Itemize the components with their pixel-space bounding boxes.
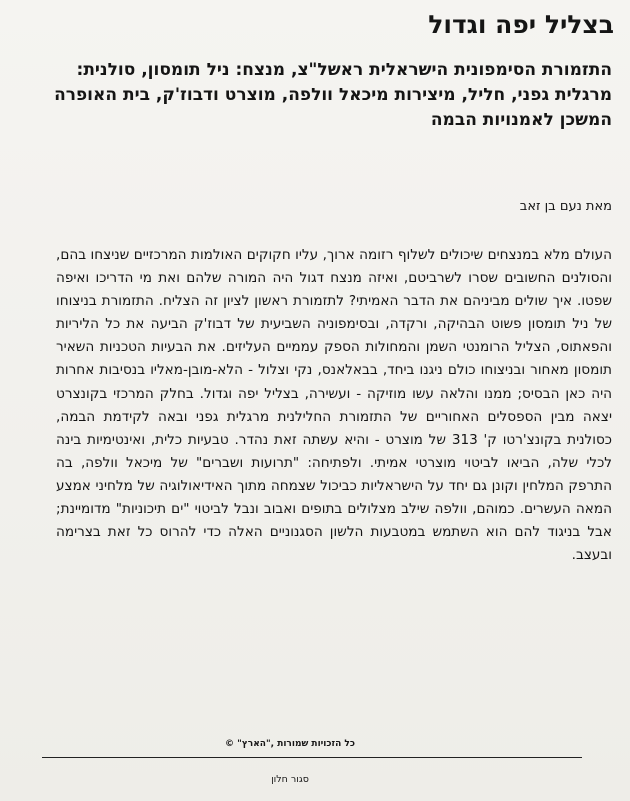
footer-divider [42,757,582,758]
copyright-notice: כל הזכויות שמורות ,"הארץ" © [225,739,355,749]
article-body: העולם מלא במנצחים שיכולים לשלוף רזומה ארוך, עליו חקוקים האולמות המרכזיים שניצחו בהם, והסולנים החשובים שסרו לשרביטם, ואיזה מנצח דגול היה המורה שלהם ואת מי הדריכו ואיפה שפטו. איך שולים מביניהם את הדבר האמיתי? לתזמורת ראשון לציון זה הצליח. התזמורת בניצוחו של ניל תומסון פשוט הבהיקה, ורקדה, ובסימפוניה השביעית של דבוז'ק הביעה את כל הליריות והפאתוס, הצליל הרומנטי השמן והמחולות הספק עממיים העליזים. את הבעיות הטכניות השאיר תומסון מאחור ובניצוחו כולם ניגנו ביחד, בבאלאנס, נקי וצלול - הלא-מובן-מאליו בנסיבות אחרות היה כאן הבסיס; ממנו והלאה עשו מוזיקה - ועשירה, בצליל יפה וגדול. בחלק המרכזי בקונצרט יצאה מבין הספסלים האחוריים של התזמורת החלילנית מרגלית גפני ובאה לקידמת הבמה, כסולנית בקונצ'רטו ק' 313 של מוצרט - והיא עשתה זאת נהדר. טבעיות כלית, ואינטימיות בינה לכלי שלה, הביאו לביטוי מוצרטי אמיתי. ולפתיחה: "תרועות ושברים" של מיכאל וולפה, בה התרפק המלחין וקונן גם יחד על הישראליות כביכול שצמחה מתוך האידיאולוגיה של מלחיני אמצע המאה העשרים. כמוהם, וולפה שילב מצלולים בתופים ואבוב ונבל לביטוי "ים תיכוניות" מדומיינת; אבל בניגוד להם הוא השתמש במטבעות הלשון הסגנוניים האלה כדי להרוס כל זאת בצרימה ובעצב. [56,247,612,564]
article-byline: מאת נעם בן זאב [519,199,612,214]
article-subheadline: התזמורת הסימפונית הישראלית ראשל"צ, מנצח: ניל תומסון, סולנית: מרגלית גפני, חליל, מיצירות מיכאל וולפה, מוצרט ודבוז'ק, בית האופרה המשכן לאמנויות הבמה [54,60,612,130]
close-window-link[interactable]: סגור חלון [271,774,309,785]
article-headline: בצליל יפה וגדול [428,10,614,39]
